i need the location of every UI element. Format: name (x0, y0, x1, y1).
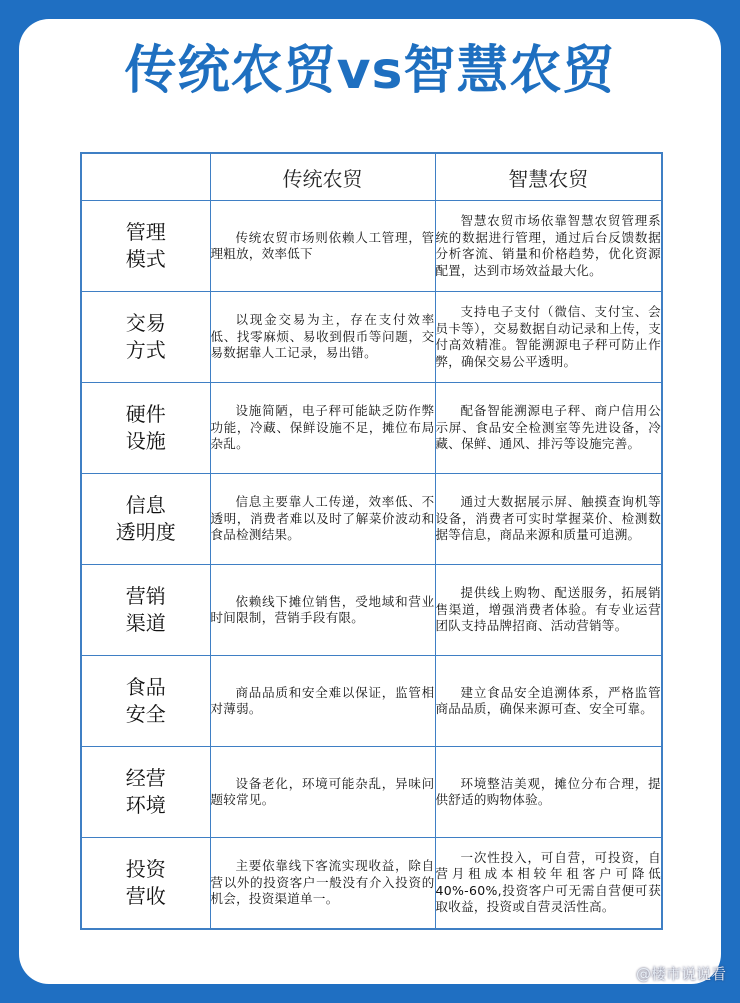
row-label-line: 渠道 (125, 611, 166, 635)
row-label-line: 模式 (125, 247, 166, 271)
smart-cell: 智慧农贸市场依靠智慧农贸管理系统的数据进行管理，通过后台反馈数据分析客流、销量和价格趋势，优化资源配置，达到市场效益最大化。 (435, 201, 662, 292)
traditional-cell: 依赖线下摊位销售，受地域和营业时间限制，营销手段有限。 (210, 565, 435, 656)
row-label-line: 投资 (125, 856, 166, 881)
row-label (81, 656, 210, 747)
table-row (81, 565, 662, 656)
table-row (81, 383, 662, 474)
row-label-line: 设施 (125, 429, 166, 453)
row-label-line: 食品 (125, 675, 166, 699)
row-label-line: 营销 (125, 584, 166, 608)
row-label-line: 交易 (125, 311, 166, 335)
smart-cell: 环境整洁美观，摊位分布合理，提供舒适的购物体验。 (435, 747, 662, 838)
traditional-cell: 信息主要靠人工传递，效率低、不透明，消费者难以及时了解菜价波动和食品检测结果。 (210, 474, 435, 565)
smart-cell: 一次性投入，可自营，可投资，自营月租成本相较年租客户可降低40%-60%,投资客户可无需自营便可获取收益，投资或自营灵活性高。 (435, 838, 662, 929)
row-label (81, 747, 210, 838)
traditional-cell: 主要依靠线下客流实现收益，除自营以外的投资客户一般没有介入投资的机会，投资渠道单一。 (210, 838, 435, 929)
row-label (81, 838, 210, 929)
row-label (81, 565, 210, 656)
smart-cell: 建立食品安全追溯体系，严格监管商品品质，确保来源可查、安全可靠。 (435, 656, 662, 747)
table-header-row (81, 153, 662, 201)
table-row (81, 656, 662, 747)
header-smart: 智慧农贸 (435, 153, 662, 201)
row-label (81, 383, 210, 474)
row-label (81, 292, 210, 383)
row-label-line: 安全 (125, 702, 166, 726)
row-label-line: 管理 (125, 220, 166, 244)
row-label-line: 环境 (125, 793, 166, 817)
header-traditional: 传统农贸 (210, 153, 435, 201)
row-label (81, 201, 210, 292)
row-label-line: 透明度 (115, 520, 176, 544)
row-label-line: 硬件 (125, 402, 166, 426)
row-label-line: 信息 (125, 493, 166, 517)
comparison-table (80, 152, 663, 930)
traditional-cell: 商品品质和安全难以保证，监管相对薄弱。 (210, 656, 435, 747)
watermark: @楼市说说看 (635, 965, 726, 983)
page-title: 传统农贸vs智慧农贸 (124, 41, 616, 101)
smart-cell: 支持电子支付（微信、支付宝、会员卡等），交易数据自动记录和上传，支付高效精准。智能溯源电子秤可防止作弊，确保交易公平透明。 (435, 292, 662, 383)
row-label-line: 营收 (125, 883, 166, 908)
row-label (81, 474, 210, 565)
traditional-cell: 传统农贸市场则依赖人工管理，管理粗放，效率低下 (210, 201, 435, 292)
table-row (81, 838, 662, 929)
table-row (81, 747, 662, 838)
table-row (81, 292, 662, 383)
row-label-line: 经营 (125, 766, 166, 790)
traditional-cell: 设备老化，环境可能杂乱，异味问题较常见。 (210, 747, 435, 838)
table-row (81, 201, 662, 292)
smart-cell: 提供线上购物、配送服务，拓展销售渠道，增强消费者体验。有专业运营团队支持品牌招商、活动营销等。 (435, 565, 662, 656)
header-corner (81, 153, 210, 201)
smart-cell: 配备智能溯源电子秤、商户信用公示屏、食品安全检测室等先进设备，冷藏、保鲜、通风、排污等设施完善。 (435, 383, 662, 474)
traditional-cell: 以现金交易为主，存在支付效率低、找零麻烦、易收到假币等问题，交易数据靠人工记录，易出错。 (210, 292, 435, 383)
smart-cell: 通过大数据展示屏、触摸查询机等设备，消费者可实时掌握菜价、检测数据等信息，商品来源和质量可追溯。 (435, 474, 662, 565)
row-label-line: 方式 (125, 338, 166, 362)
traditional-cell: 设施简陋，电子秤可能缺乏防作弊功能，冷藏、保鲜设施不足，摊位布局杂乱。 (210, 383, 435, 474)
table-row (81, 474, 662, 565)
